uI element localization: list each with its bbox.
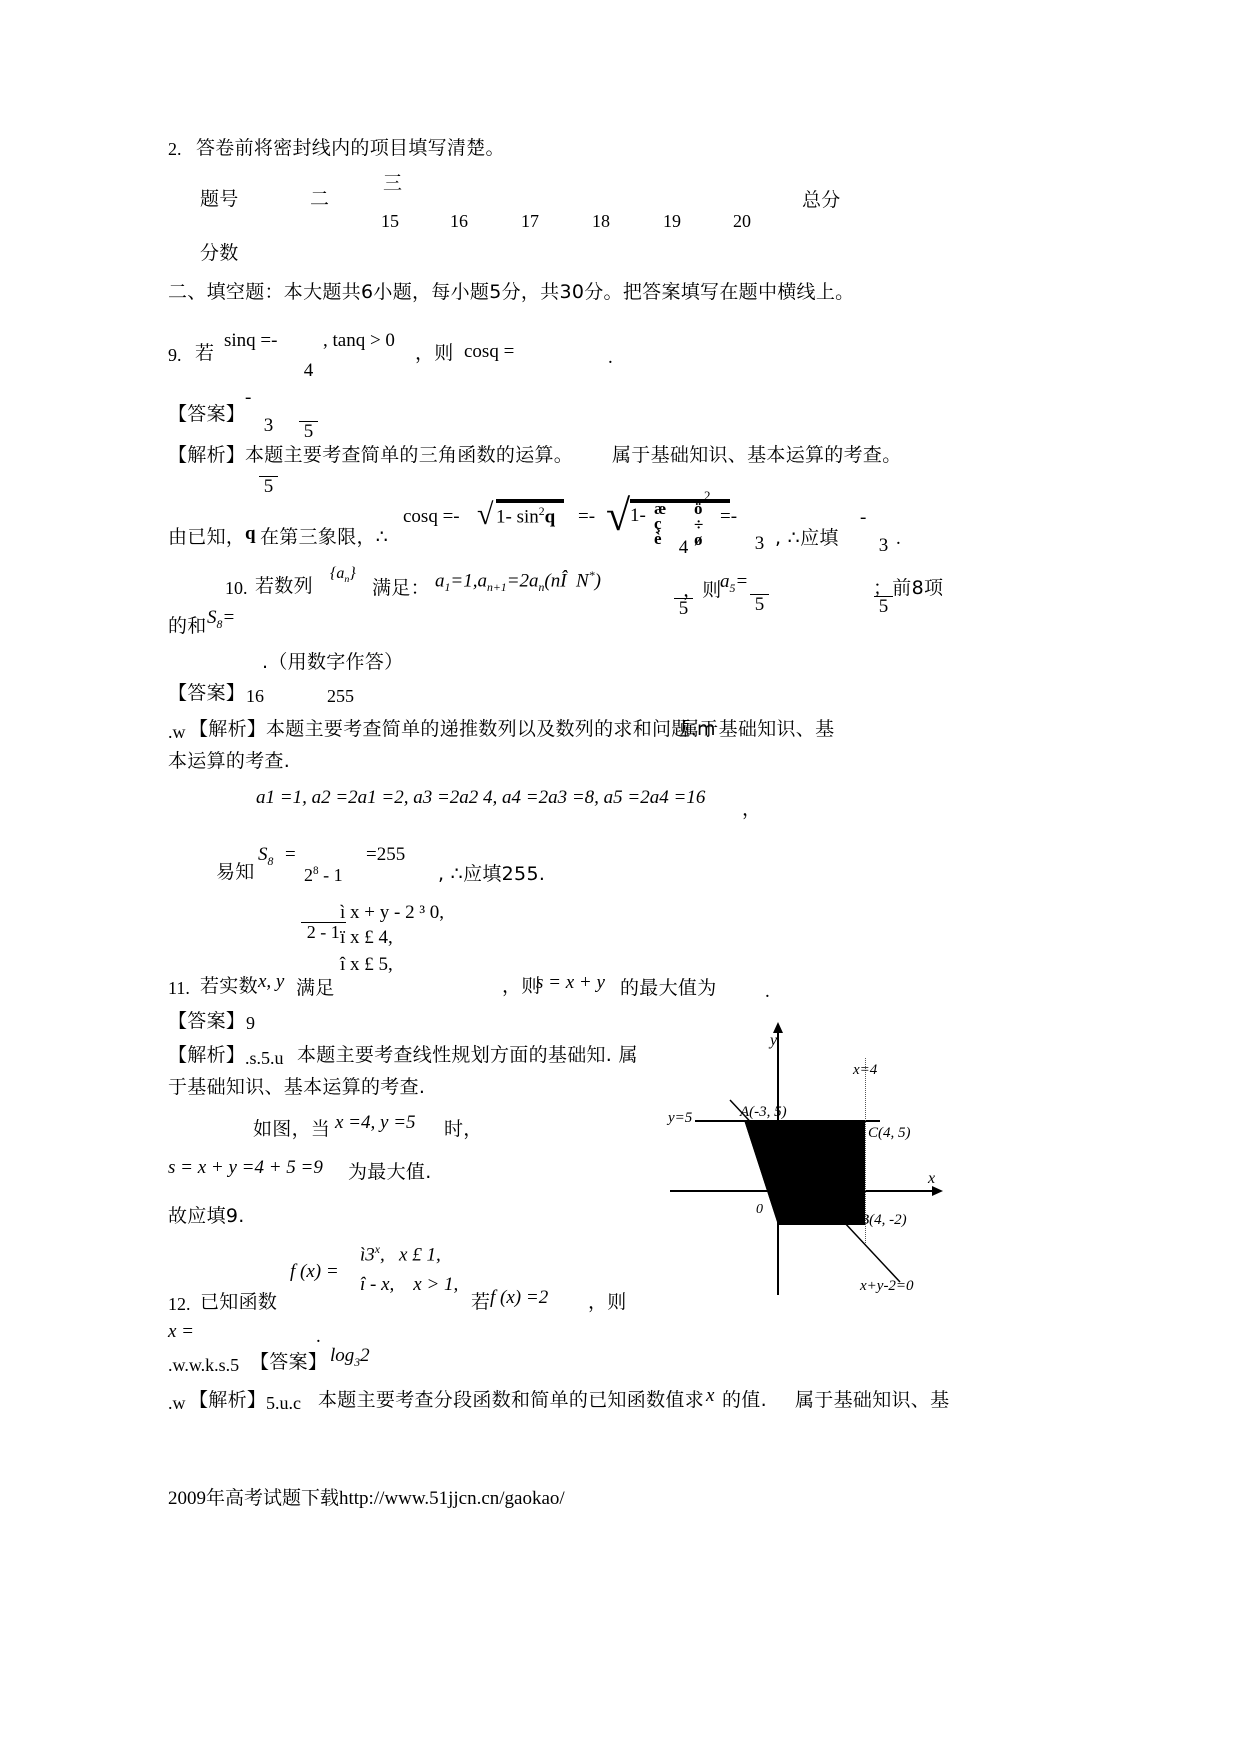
problem-10-work-line: a1 =1, a2 =2a1 =2, a3 =2a2 4, a4 =2a3 =8, a5 =2a4 =16 bbox=[256, 787, 706, 808]
score-table-section-three: 三 bbox=[383, 172, 403, 194]
problem-11-target: s = x + y bbox=[536, 972, 605, 993]
problem-9-analysis-text1: 本题主要考查简单的三角函数的运算。 bbox=[245, 444, 574, 466]
problem-9-paren-close-mid: ÷ bbox=[694, 515, 704, 534]
problem-12-case2: î - x, x > 1, bbox=[360, 1274, 459, 1295]
header-note-number: 2. bbox=[168, 139, 182, 159]
problem-9-eq-eq2: =- bbox=[578, 506, 596, 527]
problem-10-s8-numerator: $2^8 - 1$ bbox=[304, 864, 343, 885]
problem-10-analysis-text3: 本运算的考查. bbox=[168, 750, 291, 772]
problem-10-analysis-text1: 本题主要考查简单的递推数列以及数列的求和问题.m bbox=[266, 718, 716, 740]
problem-9-work-theta: q bbox=[245, 523, 256, 544]
problem-11-work-line1-pre: 如图，当 bbox=[253, 1118, 331, 1140]
score-table-row-label: 题号 bbox=[200, 188, 239, 210]
label-y-equals-5: y=5 bbox=[668, 1110, 693, 1126]
problem-10-s8-fraction bbox=[301, 828, 346, 980]
problem-9-eq-result: =- bbox=[720, 506, 738, 527]
problem-12-if-cond: f (x) =2 bbox=[490, 1287, 549, 1308]
problem-9-fill-prefix: , ∴应填 bbox=[775, 527, 839, 549]
origin-label: 0 bbox=[756, 1202, 763, 1217]
problem-10-sum-S8: $S_8=$ bbox=[207, 607, 236, 631]
problem-10-numeric-note: .（用数字作答） bbox=[262, 651, 404, 673]
problem-9-result-num: 3 bbox=[754, 532, 765, 554]
score-table-sub-18: 18 bbox=[592, 211, 610, 231]
problem-9-eq-cos: cosq =- bbox=[403, 506, 460, 527]
problem-9-sin-expr: sinq =- bbox=[224, 330, 278, 351]
problem-11-system-line2: ï x £ 4, bbox=[340, 927, 393, 948]
problem-10-s8-eq: = bbox=[285, 844, 296, 865]
y-axis-label: y bbox=[770, 1032, 778, 1049]
problem-12-answer-pre: .w.w.k.s.5 bbox=[168, 1355, 240, 1375]
problem-12-lead: 已知函数 bbox=[200, 1291, 278, 1313]
problem-11-analysis-pre: .s.5.u bbox=[245, 1048, 284, 1068]
score-table-sub-16: 16 bbox=[450, 211, 468, 231]
problem-11-number: 11. bbox=[168, 978, 190, 998]
score-table-sub-20: 20 bbox=[733, 211, 751, 231]
problem-9-fill-den: 5 bbox=[874, 596, 893, 617]
problem-11-lead: 若实数 bbox=[200, 975, 258, 997]
problem-9-inner-num: 4 bbox=[678, 536, 689, 558]
problem-11-work-line2: s = x + y =4 + 5 =9 bbox=[168, 1157, 323, 1178]
problem-11-vars: x, y bbox=[258, 971, 285, 992]
problem-11-ask: 的最大值为 bbox=[620, 977, 717, 999]
problem-9-frac-num: 4 bbox=[303, 359, 314, 381]
problem-11-satisfy: 满足 bbox=[296, 977, 335, 999]
problem-9-paren-exponent: 2 bbox=[704, 488, 711, 503]
section-heading: 二、填空题：本大题共6小题，每小题5分，共30分。把答案填写在题中横线上。 bbox=[168, 281, 855, 303]
point-B-label: B(4, -2) bbox=[860, 1212, 907, 1228]
problem-12-if-label: 若 bbox=[471, 1291, 491, 1313]
problem-12-analysis-text2: 的值. bbox=[722, 1389, 767, 1411]
page-footer: 2009年高考试题下载http://www.51jjcn.cn/gaokao/ bbox=[168, 1488, 565, 1509]
problem-9-lead: 若 bbox=[195, 342, 215, 364]
problem-12-then: ，则 bbox=[588, 1291, 627, 1313]
problem-10-then: ，则 bbox=[683, 579, 722, 601]
problem-9-paren-open-bot: è bbox=[654, 529, 662, 548]
problem-10-semi: ；前8项 bbox=[873, 577, 944, 599]
problem-12-analysis-label: 【解析】 bbox=[189, 1389, 267, 1411]
header-note-text: 答卷前将密封线内的项目填写清楚。 bbox=[196, 137, 505, 159]
problem-9-radicand-2: 1- bbox=[630, 499, 730, 525]
problem-10-analysis-text2: 属于基础知识、基 bbox=[680, 718, 835, 740]
problem-9-result-fraction bbox=[750, 494, 769, 655]
problem-9-answer-label: 【答案】 bbox=[168, 403, 246, 425]
problem-12-fx: f (x) = bbox=[290, 1261, 339, 1282]
problem-10-s8-fill: , ∴应填255. bbox=[438, 863, 546, 885]
problem-12-analysis-text1: 本题主要考查分段函数和简单的已知函数值求 bbox=[318, 1389, 705, 1411]
point-C-label: C(4, 5) bbox=[868, 1125, 911, 1141]
problem-12-analysis-var: x bbox=[706, 1385, 715, 1406]
score-table-score-label: 分数 bbox=[200, 242, 239, 264]
problem-11-system-line3: î x £ 5, bbox=[340, 954, 393, 975]
problem-10-number: 10. bbox=[225, 578, 248, 598]
problem-9-work-mid: 在第三象限，∴ bbox=[260, 526, 389, 548]
score-table-section-two: 二 bbox=[310, 188, 330, 210]
problem-10-answer-label: 【答案】 bbox=[168, 682, 246, 704]
linear-programming-figure bbox=[660, 1020, 960, 1310]
problem-10-analysis-pre: .w bbox=[168, 722, 186, 742]
problem-10-satisfy: 满足： bbox=[372, 577, 430, 599]
problem-11-work-line1-post: 时， bbox=[444, 1118, 483, 1140]
problem-9-paren-open-top: æ bbox=[654, 499, 667, 518]
score-table-sub-15: 15 bbox=[381, 211, 399, 231]
problem-12-analysis-text3: 属于基础知识、基 bbox=[795, 1389, 950, 1411]
problem-10-work-comma: ， bbox=[742, 799, 762, 820]
problem-9-paren-close-bot: ø bbox=[694, 530, 703, 549]
problem-11-analysis-text2: 于基础知识、基本运算的考查. bbox=[168, 1076, 426, 1098]
problem-11-conclusion: 故应填9. bbox=[168, 1205, 245, 1227]
problem-9-work-prefix: 由已知， bbox=[168, 526, 246, 548]
problem-12-analysis-pre: .w bbox=[168, 1393, 186, 1413]
problem-10-answer-s8: 255 bbox=[327, 686, 354, 706]
problem-10-lead: 若数列 bbox=[255, 575, 313, 597]
problem-11-work-line1-x: x =4, y =5 bbox=[335, 1112, 416, 1133]
problem-12-blank-dot: . bbox=[316, 1326, 321, 1347]
problem-10-s8-denominator: 2 - 1 bbox=[301, 922, 346, 942]
point-A-label: A(-3, 5) bbox=[740, 1104, 787, 1120]
problem-9-ask: cosq = bbox=[464, 341, 515, 362]
problem-11-work-line2-post: 为最大值. bbox=[348, 1161, 432, 1183]
problem-9-tan-expr: , tanq > 0 bbox=[323, 330, 395, 351]
problem-10-condition: $a_1=1,a_{n+1}=2a_n(nÎ$ N*) bbox=[435, 569, 601, 595]
problem-9-fill-dot: . bbox=[896, 528, 901, 549]
problem-10-sequence: $\{a_n\}$ bbox=[330, 565, 356, 586]
problem-10-sum-prefix: 的和 bbox=[168, 615, 207, 637]
problem-12-case1: ì3$^x$, x £ 1, bbox=[360, 1243, 441, 1266]
problem-12-number: 12. bbox=[168, 1294, 191, 1314]
problem-9-radical-sign-2: √ bbox=[606, 491, 631, 540]
problem-11-analysis-label: 【解析】 bbox=[168, 1044, 246, 1066]
problem-11-analysis-text1: 本题主要考查线性规划方面的基础知. 属 bbox=[297, 1044, 638, 1066]
problem-9-analysis-text2: 属于基础知识、基本运算的考查。 bbox=[612, 444, 902, 466]
problem-9-paren-open-mid: ç bbox=[654, 514, 662, 533]
problem-9-frac-den: 5 bbox=[299, 421, 318, 442]
problem-9-inner-den: 5 bbox=[674, 598, 693, 619]
problem-10-s8-result: =255 bbox=[366, 844, 406, 865]
problem-10-s8-symbol: $S_8$ bbox=[258, 844, 274, 868]
problem-10-easy-label: 易知 bbox=[216, 861, 255, 883]
problem-9-fill-minus: - bbox=[860, 507, 867, 528]
problem-12-analysis-code: 5.u.c bbox=[266, 1393, 301, 1413]
problem-9-fill-num: 3 bbox=[878, 534, 889, 556]
problem-9-number: 9. bbox=[168, 345, 182, 365]
problem-9-result-den: 5 bbox=[750, 594, 769, 615]
problem-9-radicand-1: 1- $\sin^2q$ bbox=[496, 499, 564, 526]
line-x-plus-y-minus-2 bbox=[660, 1020, 960, 1310]
problem-11-answer-value: 9 bbox=[246, 1013, 255, 1033]
problem-10-analysis-label: 【解析】 bbox=[189, 718, 267, 740]
problem-11-system-line1: ì x + y - 2 ³ 0, bbox=[340, 902, 445, 923]
problem-11-then: ，则 bbox=[502, 975, 541, 997]
problem-12-ask-x: x = bbox=[168, 1321, 195, 1342]
problem-9-answer-den: 5 bbox=[259, 476, 278, 497]
problem-10-ask-a5: $a_5=$ bbox=[720, 571, 749, 595]
problem-9-radical-sign-1: √ bbox=[477, 498, 494, 531]
problem-12-answer-log: $\log_32$ bbox=[330, 1345, 370, 1369]
problem-9-paren-close-top: ö bbox=[694, 499, 703, 518]
score-table-total-label: 总分 bbox=[802, 189, 841, 211]
label-line-equation: x+y-2=0 bbox=[860, 1278, 914, 1294]
problem-11-blank-dot: . bbox=[765, 981, 770, 1002]
problem-10-answer-a5: 16 bbox=[246, 686, 264, 706]
problem-9-then: ，则 bbox=[415, 342, 454, 364]
x-axis-label: x bbox=[928, 1170, 936, 1187]
problem-11-answer-label: 【答案】 bbox=[168, 1010, 246, 1032]
problem-9-answer-num: 3 bbox=[263, 414, 274, 436]
score-table-sub-17: 17 bbox=[521, 211, 539, 231]
label-x-equals-4: x=4 bbox=[853, 1062, 878, 1078]
problem-9-blank-dot: . bbox=[608, 347, 613, 368]
score-table-sub-19: 19 bbox=[663, 211, 681, 231]
problem-12-answer-label: 【答案】 bbox=[250, 1351, 328, 1373]
problem-9-analysis-label: 【解析】 bbox=[168, 444, 246, 466]
problem-9-answer-minus: - bbox=[245, 387, 252, 408]
